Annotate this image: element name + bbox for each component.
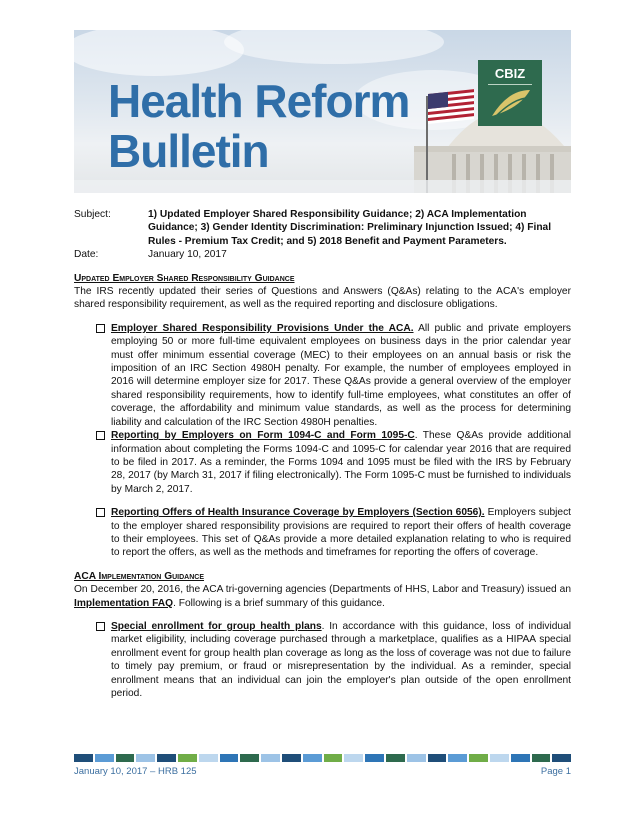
section2-intro-text: On December 20, 2016, the ACA tri-governing agencies (Departments of HHS, Labor and Treasury) issued an [74, 584, 571, 596]
bullet-lead-link[interactable]: Reporting by Employers on Form 1094-C and Form 1095-C [111, 430, 415, 442]
section1-bullet-list [74, 322, 571, 560]
list-item [74, 506, 571, 560]
bullet-lead-link[interactable]: Special enrollment for group health plans [111, 620, 322, 632]
checkbox-bullet-icon [96, 431, 105, 440]
banner-title-line1: Health Reform [108, 75, 410, 127]
cbiz-logo [478, 60, 542, 126]
footer-page-number: Page 1 [540, 766, 571, 777]
section2-intro [74, 583, 571, 610]
banner-title-line2: Bulletin [108, 125, 269, 177]
checkbox-bullet-icon [96, 324, 105, 333]
section1-intro: The IRS recently updated their series of Questions and Answers (Q&As) relating to the ACA's employer shared responsibility requirement, as well as the required reporting and disclosure obligations. [74, 286, 571, 311]
header-banner [74, 30, 571, 193]
bullet-lead-link[interactable]: Reporting Offers of Health Insurance Coverage by Employers (Section 6056). [111, 507, 485, 519]
subject-label: Subject: [74, 209, 111, 220]
footer-date-issue: January 10, 2017 – HRB 125 [74, 766, 197, 777]
bullet-lead-link[interactable]: Employer Shared Responsibility Provisions Under the ACA. [111, 322, 414, 334]
page-footer [74, 766, 571, 777]
bullet-text: Employers subject to the employer shared responsibility provisions are required to report their offers of health coverage to their employees. This set of Q&As provide a more detailed explanation relating to who is required to report the offers, as well as the methods and timeframes for reporting the offers of coverage. [111, 507, 572, 559]
bulletin-body [74, 208, 571, 700]
bullet-text: . These Q&As provide additional information about completing the Forms 1094-C and 1095-C for calendar year 2016 that are required to be filed in 2017. As a reminder, the Forms 1094 and 1095 must be filed with the IRS by February 28, 2017 (by March 31, 2017 if filing electronically). The Form 1095-C must be furnished to individuals by March 2, 2017. [111, 430, 571, 495]
bullet-text: . In accordance with this guidance, loss of individual market eligibility, including coverage purchased through a marketplace, qualifies as a HIPAA special enrollment event for group health plan coverage as long as the loss of coverage was not due to failure to timely pay premium, or fraud or misrepresentation by the individual. As a reminder, special enrollment means that an individual can join the employer's plan outside of the open enrollment period. [111, 620, 571, 699]
checkbox-bullet-icon [96, 508, 105, 517]
list-item [74, 322, 571, 429]
footer-color-bar [74, 754, 571, 762]
list-item [74, 620, 571, 700]
section-heading-aca-implementation: ACA Implementation Guidance [74, 570, 205, 582]
subject-value: 1) Updated Employer Shared Responsibility Guidance; 2) ACA Implementation Guidance; 3) Gender Identity Discrimination: Preliminary Injunction Issued; 4) Final Rules - Premium Tax Credit; and 5) 2018 Benefit and Payment Parameters. [148, 209, 552, 247]
subject-row [74, 208, 571, 248]
bullet-text: All public and private employers employing 50 or more full-time equivalent employees on business days in the prior calendar year must offer minimum essential coverage (MEC) to their employees on an annual basis or risk the imposition of an IRC Section 4980H penalty. For example, the number of employees employed in 2016 will determine employer size for 2017. These Q&As provide a general overview of the employer shared responsibility requirements, how to identify full-time employees, what constitutes an offer of coverage, the affordability and minimum value standards, as well as the process for determining liability and calculation of the IRC Section 4980H penalties. [111, 322, 571, 428]
cbiz-leaf-logo-icon [478, 60, 542, 126]
section2-intro-tail: . Following is a brief summary of this guidance. [173, 597, 385, 609]
section2-bullet-list [74, 620, 571, 700]
date-label: Date: [74, 249, 99, 261]
list-item [74, 429, 571, 496]
logo-text: CBIZ [494, 66, 526, 81]
implementation-faq-link[interactable]: Implementation FAQ [74, 597, 174, 609]
section-heading-employer-shared-responsibility: Updated Employer Shared Responsibility Guidance [74, 272, 295, 284]
date-value: January 10, 2017 [148, 249, 227, 261]
date-row [74, 248, 571, 261]
checkbox-bullet-icon [96, 622, 105, 631]
